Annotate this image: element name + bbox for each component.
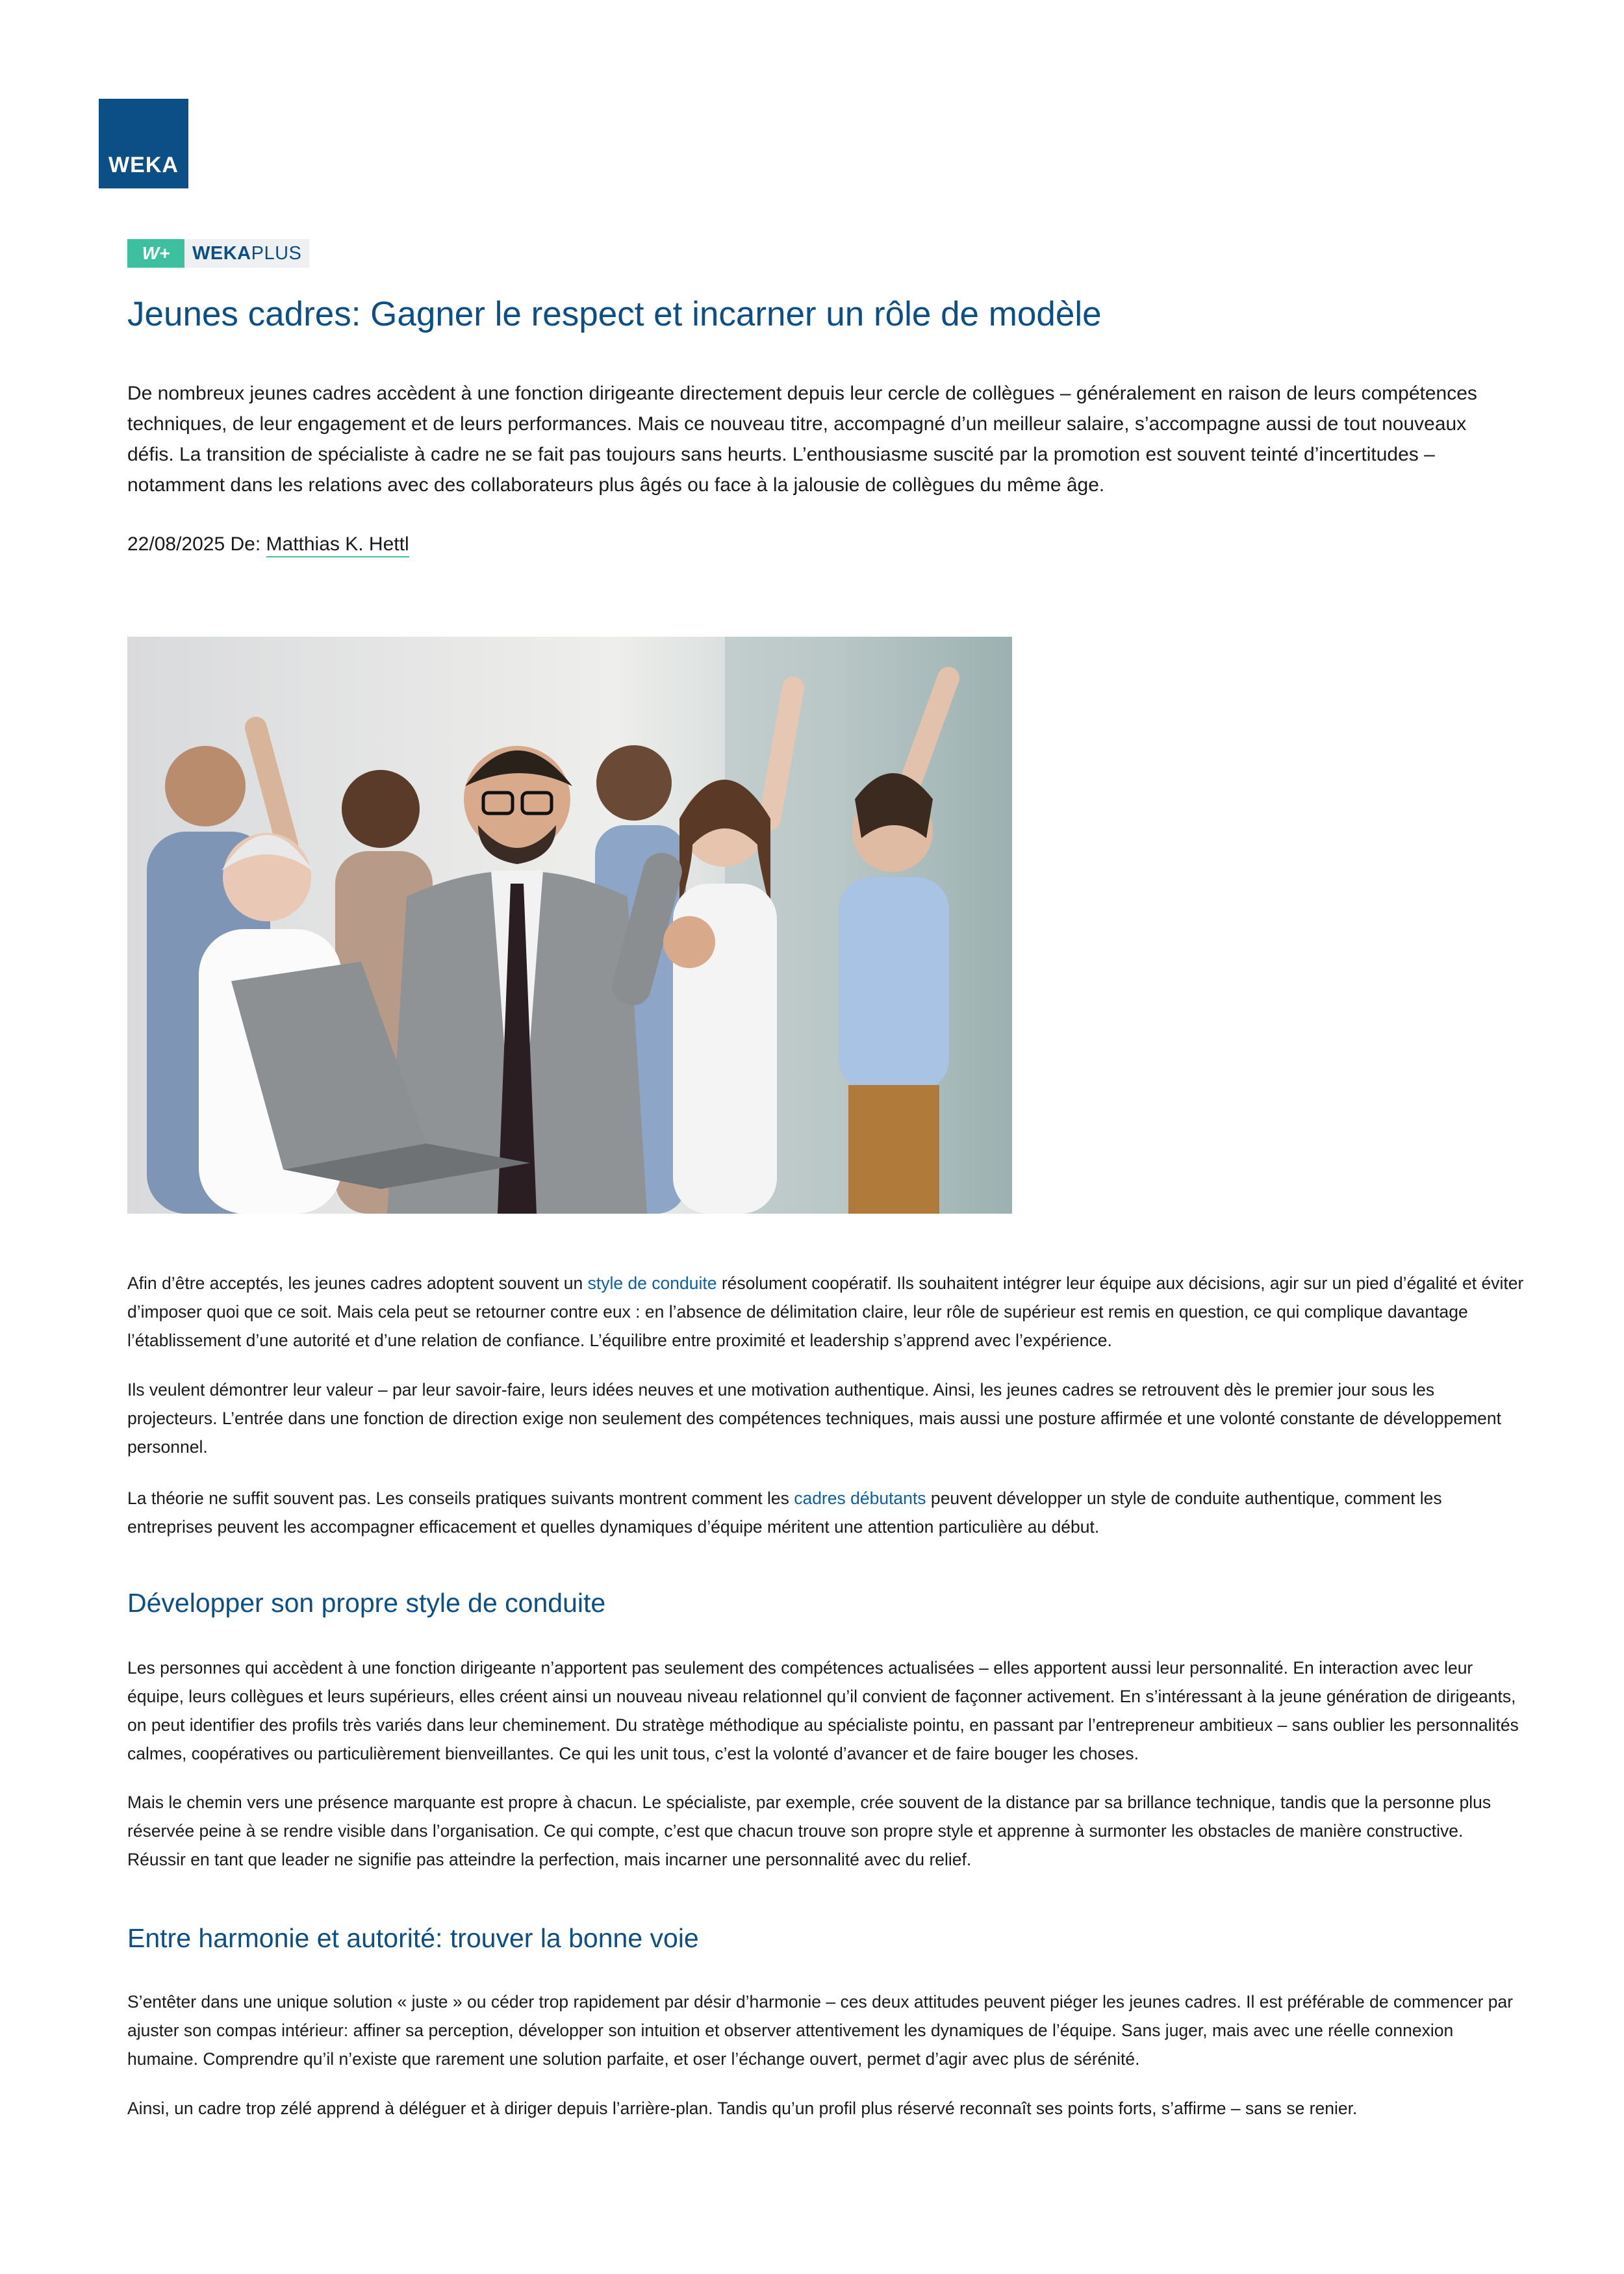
body-paragraph-4: Les personnes qui accèdent à une fonction dirigeante n’apportent pas seulement des compétences actualisées – elles apportent aussi leur personnalité. En interaction avec leur équipe, leurs collègues et leurs supérieurs, elles créent ainsi un nouveau niveau relationnel qu’il convient de façonner activement. En s’intéressant à la jeune génération de dirigeants, on peut identifier des profils très variés dans leur cheminement. Du stratège méthodique au spécialiste pointu, en passant par l’entrepreneur ambitieux – sans oublier les personnalités calmes, coopératives ou particulièrement bienveillantes. Ce qui les unit tous, c’est la volonté d’avancer et de faire bouger les choses. (127, 1658, 1519, 1763)
body-paragraph-2: Ils veulent démontrer leur valeur – par leur savoir-faire, leurs idées neuves et une motivation authentique. Ainsi, les jeunes cadres se retrouvent dès le premier jour sous les projecteurs. L’entrée dans une fonction de direction exige non seulement des compétences techniques, mais aussi une posture affirmée et une volonté constante de développement personnel. (127, 1380, 1501, 1457)
wekaplus-badge (127, 239, 309, 268)
section-heading-2: Entre harmonie et autorité: trouver la bonne voie (127, 1923, 699, 1953)
body-paragraph-6: S’entêter dans une unique solution « juste » ou céder trop rapidement par désir d’harmonie – ces deux attitudes peuvent piéger les jeunes cadres. Il est préférable de commencer par ajuster son compas intérieur: affiner sa perception, développer son intuition et observer attentivement les dynamiques de l’équipe. Sans juger, mais avec une réelle connexion humaine. Comprendre qu’il n’existe que rarement une solution parfaite, et oser l’échange ouvert, permet d’agir avec plus de sérénité. (127, 1992, 1514, 2069)
wekaplus-mark-icon: W+ (127, 239, 184, 268)
p3-text-a: La théorie ne suffit souvent pas. Les conseils pratiques suivants montrent comment les (127, 1488, 794, 1508)
body-paragraph-3 (127, 1484, 1524, 1541)
cadres-debutants-link[interactable]: cadres débutants (794, 1488, 926, 1508)
body-paragraph-1 (127, 1269, 1524, 1355)
style-de-conduite-link[interactable]: style de conduite (587, 1273, 717, 1293)
logo-text: WEKA (108, 153, 179, 177)
badge-bold: WEKA (192, 243, 251, 264)
badge-light: PLUS (251, 243, 302, 264)
body-paragraph-5: Mais le chemin vers une présence marquante est propre à chacun. Le spécialiste, par exemple, crée souvent de la distance par sa brillance technique, tandis que la personne plus réservée peine à se rendre visible dans l’organisation. Ce qui compte, c’est que chacun trouve son propre style et apprenne à surmonter les obstacles de manière constructive. Réussir en tant que leader ne signifie pas atteindre la perfection, mais incarner une personnalité avec du relief. (127, 1793, 1491, 1869)
author-link[interactable]: Matthias K. Hettl (266, 533, 409, 557)
weka-logo[interactable] (99, 99, 188, 188)
p3-text-b: peuvent développer un style de conduite authentique, comment les entreprises peuvent les accompagner efficacement et quelles dynamiques d’équipe méritent une attention particulière au début. (127, 1488, 1442, 1537)
section-heading-1: Développer son propre style de conduite (127, 1588, 606, 1618)
article-title: Jeunes cadres: Gagner le respect et incarner un rôle de modèle (127, 295, 1102, 333)
wekaplus-label (184, 239, 309, 268)
p1-text-b: résolument coopératif. Ils souhaitent intégrer leur équipe aux décisions, agir sur un pied d’égalité et éviter d’imposer quoi que ce soit. Mais cela peut se retourner contre eux : en l’absence de délimitation claire, leur rôle de supérieur est remis en question, ce qui complique davantage l’établissement d’une autorité et d’une relation de confiance. L’équilibre entre proximité et leadership s’apprend avec l’expérience. (127, 1273, 1524, 1350)
by-label: De: (230, 533, 261, 555)
p1-text-a: Afin d’être acceptés, les jeunes cadres adoptent souvent un (127, 1273, 588, 1293)
body-paragraph-7: Ainsi, un cadre trop zélé apprend à déléguer et à diriger depuis l’arrière-plan. Tandis qu’un profil plus réservé reconnaît ses points forts, s’affirme – sans se renier. (127, 2099, 1358, 2118)
hero-image (127, 637, 1012, 1214)
article-date: 22/08/2025 (127, 533, 225, 555)
article-meta (127, 530, 409, 559)
article-intro: De nombreux jeunes cadres accèdent à une fonction dirigeante directement depuis leur cercle de collègues – généralement en raison de leurs compétences techniques, de leur engagement et de leurs performances. Mais ce nouveau titre, accompagné d’un meilleur salaire, s’accompagne aussi de tout nouveaux défis. La transition de spécialiste à cadre ne se fait pas toujours sans heurts. L’enthousiasme suscité par la promotion est souvent teinté d’incertitudes – notamment dans les relations avec des collaborateurs plus âgés ou face à la jalousie de collègues du même âge. (127, 383, 1477, 496)
